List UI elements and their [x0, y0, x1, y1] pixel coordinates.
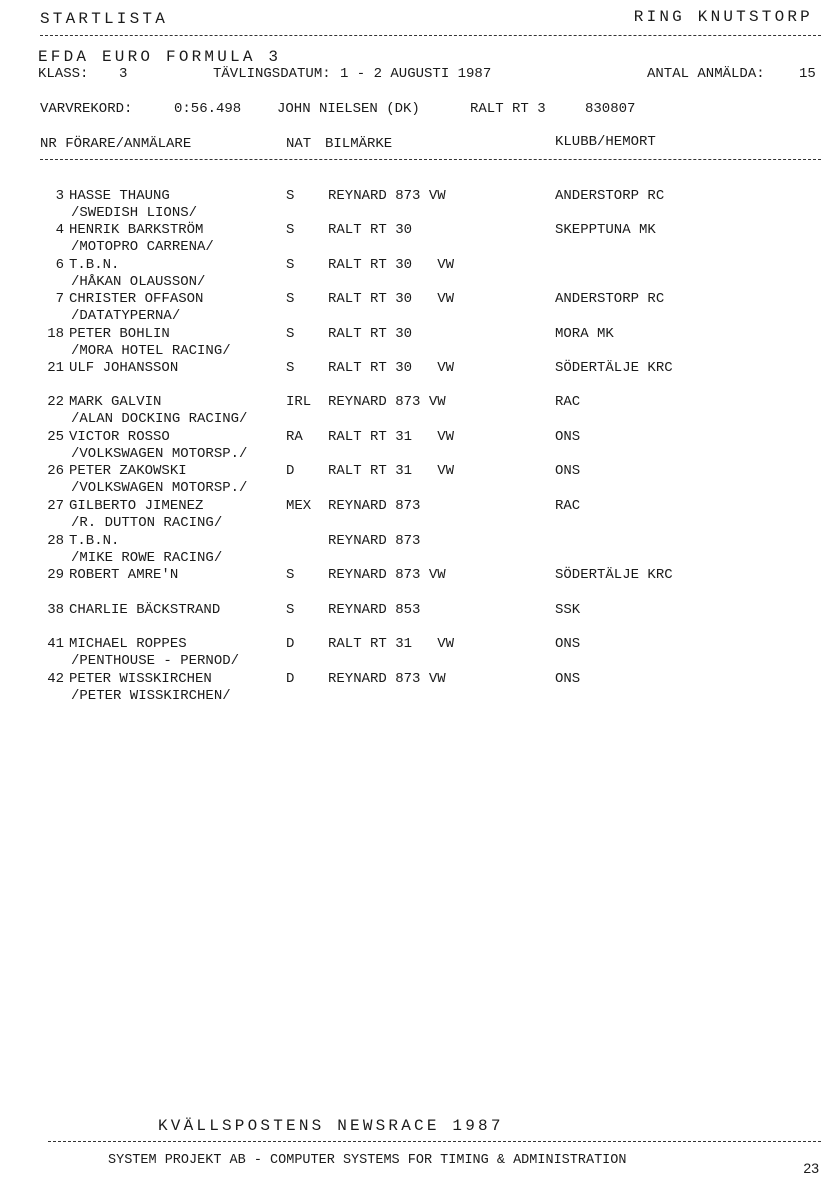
car-make: RALT RT 31 VW — [328, 429, 455, 445]
car-make: RALT RT 30 — [328, 326, 413, 342]
entry-row — [0, 326, 821, 360]
car-make: RALT RT 31 VW — [328, 463, 455, 479]
car-make: RALT RT 30 VW — [328, 257, 455, 273]
entrant-name: /VOLKSWAGEN MOTORSP./ — [71, 446, 248, 462]
footer-divider — [48, 1141, 821, 1142]
column-header-car: BILMÄRKE — [325, 136, 393, 152]
driver-name: HASSE THAUNG — [69, 188, 170, 204]
club-hometown: SSK — [555, 602, 581, 618]
page-number: 23 — [803, 1160, 819, 1176]
nationality: D — [286, 671, 295, 687]
record-time: 0:56.498 — [174, 101, 242, 117]
entry-number: 42 — [47, 671, 64, 687]
club-hometown: SÖDERTÄLJE KRC — [555, 360, 673, 376]
club-hometown: RAC — [555, 394, 581, 410]
entry-number: 7 — [55, 291, 64, 307]
driver-name: PETER ZAKOWSKI — [69, 463, 187, 479]
driver-name: MARK GALVIN — [69, 394, 162, 410]
entrant-name: /DATATYPERNA/ — [71, 308, 181, 324]
entry-number: 3 — [55, 188, 64, 204]
nationality: S — [286, 360, 295, 376]
nationality: RA — [286, 429, 303, 445]
driver-name: PETER WISSKIRCHEN — [69, 671, 212, 687]
nationality: D — [286, 463, 295, 479]
entry-row — [0, 429, 821, 463]
club-hometown: ANDERSTORP RC — [555, 291, 665, 307]
car-make: REYNARD 873 VW — [328, 188, 446, 204]
driver-name: T.B.N. — [69, 257, 120, 273]
entry-number: 28 — [47, 533, 64, 549]
entry-number: 22 — [47, 394, 64, 410]
column-divider — [40, 159, 821, 160]
driver-name: ROBERT AMRE'N — [69, 567, 179, 583]
club-hometown: SÖDERTÄLJE KRC — [555, 567, 673, 583]
entrant-name: /SWEDISH LIONS/ — [71, 205, 198, 221]
record-car: RALT RT 3 — [470, 101, 546, 117]
footer-credit: SYSTEM PROJEKT AB - COMPUTER SYSTEMS FOR TIMING & ADMINISTRATION — [108, 1153, 627, 1168]
entrant-name: /R. DUTTON RACING/ — [71, 515, 223, 531]
entry-row — [0, 257, 821, 291]
car-make: RALT RT 31 VW — [328, 636, 455, 652]
nationality: S — [286, 326, 295, 342]
entry-row — [0, 602, 821, 636]
nationality: S — [286, 257, 295, 273]
entrant-name: /MORA HOTEL RACING/ — [71, 343, 231, 359]
entrant-name: /ALAN DOCKING RACING/ — [71, 411, 248, 427]
date-label: TÄVLINGSDATUM: — [213, 66, 331, 82]
entry-row — [0, 636, 821, 670]
entry-number: 27 — [47, 498, 64, 514]
driver-name: CHRISTER OFFASON — [69, 291, 204, 307]
entry-row — [0, 567, 821, 601]
driver-name: PETER BOHLIN — [69, 326, 170, 342]
entry-row — [0, 671, 821, 705]
entry-row — [0, 498, 821, 532]
club-hometown: ONS — [555, 463, 581, 479]
car-make: REYNARD 873 VW — [328, 671, 446, 687]
entry-row — [0, 188, 821, 222]
entrant-name: /MIKE ROWE RACING/ — [71, 550, 223, 566]
entry-number: 4 — [55, 222, 64, 238]
entry-row — [0, 463, 821, 497]
nationality: S — [286, 567, 295, 583]
car-make: RALT RT 30 — [328, 222, 413, 238]
nationality: S — [286, 291, 295, 307]
column-header-nat: NAT — [286, 136, 312, 152]
club-hometown: ONS — [555, 636, 581, 652]
driver-name: HENRIK BARKSTRÖM — [69, 222, 204, 238]
record-label: VARVREKORD: — [40, 101, 133, 117]
series-title: EFDA EURO FORMULA 3 — [38, 48, 282, 66]
car-make: RALT RT 30 VW — [328, 291, 455, 307]
record-date: 830807 — [585, 101, 636, 117]
driver-name: GILBERTO JIMENEZ — [69, 498, 204, 514]
car-make: REYNARD 873 — [328, 533, 421, 549]
entrant-name: /PENTHOUSE - PERNOD/ — [71, 653, 240, 669]
entry-row — [0, 394, 821, 428]
entry-number: 26 — [47, 463, 64, 479]
car-make: REYNARD 873 VW — [328, 394, 446, 410]
entry-number: 38 — [47, 602, 64, 618]
car-make: RALT RT 30 VW — [328, 360, 455, 376]
car-make: REYNARD 873 — [328, 498, 421, 514]
entry-number: 25 — [47, 429, 64, 445]
nationality: MEX — [286, 498, 312, 514]
club-hometown: ONS — [555, 429, 581, 445]
column-header-nr-driver: NR FÖRARE/ANMÄLARE — [40, 136, 192, 152]
entry-number: 18 — [47, 326, 64, 342]
footer-event: KVÄLLSPOSTENS NEWSRACE 1987 — [158, 1117, 504, 1135]
driver-name: VICTOR ROSSO — [69, 429, 170, 445]
entry-row — [0, 533, 821, 567]
nationality: S — [286, 188, 295, 204]
record-holder: JOHN NIELSEN (DK) — [277, 101, 420, 117]
entry-row — [0, 222, 821, 256]
entries-label: ANTAL ANMÄLDA: — [647, 66, 765, 82]
entrant-name: /PETER WISSKIRCHEN/ — [71, 688, 231, 704]
driver-name: ULF JOHANSSON — [69, 360, 179, 376]
club-hometown: ANDERSTORP RC — [555, 188, 665, 204]
entry-number: 29 — [47, 567, 64, 583]
club-hometown: ONS — [555, 671, 581, 687]
nationality: D — [286, 636, 295, 652]
entrant-name: /VOLKSWAGEN MOTORSP./ — [71, 480, 248, 496]
car-make: REYNARD 853 — [328, 602, 421, 618]
entrant-name: /HÅKAN OLAUSSON/ — [71, 274, 206, 290]
entries-value: 15 — [799, 66, 816, 82]
header-divider — [40, 35, 821, 36]
nationality: S — [286, 222, 295, 238]
venue-title: RING KNUTSTORP — [633, 8, 813, 26]
date-value: 1 - 2 AUGUSTI 1987 — [340, 66, 492, 82]
entry-number: 6 — [55, 257, 64, 273]
driver-name: T.B.N. — [69, 533, 120, 549]
entry-number: 21 — [47, 360, 64, 376]
column-header-club: KLUBB/HEMORT — [555, 134, 656, 150]
club-hometown: SKEPPTUNA MK — [555, 222, 656, 238]
club-hometown: MORA MK — [555, 326, 614, 342]
club-hometown: RAC — [555, 498, 581, 514]
nationality: IRL — [286, 394, 312, 410]
list-title: STARTLISTA — [40, 10, 169, 28]
entry-number: 41 — [47, 636, 64, 652]
nationality: S — [286, 602, 295, 618]
entry-row — [0, 291, 821, 325]
driver-name: CHARLIE BÄCKSTRAND — [69, 602, 221, 618]
car-make: REYNARD 873 VW — [328, 567, 446, 583]
driver-name: MICHAEL ROPPES — [69, 636, 187, 652]
entrant-name: /MOTOPRO CARRENA/ — [71, 239, 214, 255]
entry-row — [0, 360, 821, 394]
class-value: 3 — [119, 66, 128, 82]
class-label: KLASS: — [38, 66, 89, 82]
